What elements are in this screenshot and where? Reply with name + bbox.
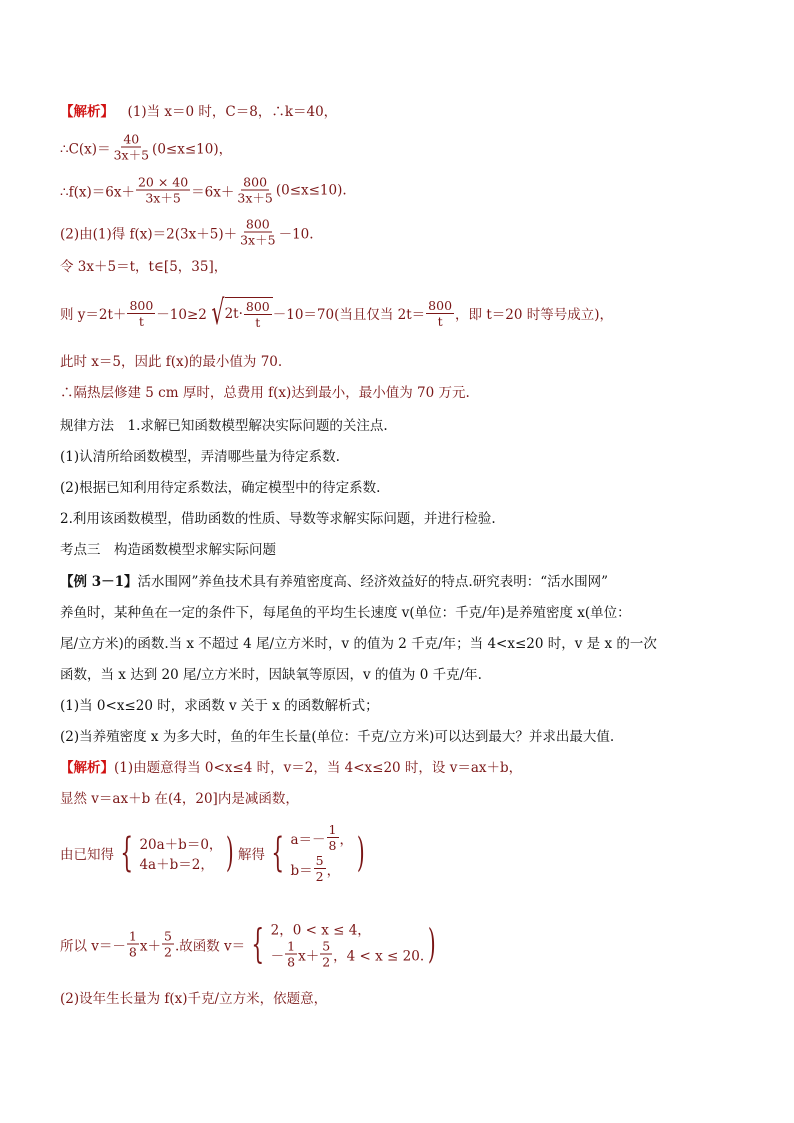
numerator: 800: [245, 216, 270, 232]
text-run: 2.利用该函数模型，借助函数的性质、导数等求解实际问题，并进行检验.: [60, 511, 496, 527]
text-line: [60, 694, 379, 714]
text-run: ，: [326, 862, 341, 879]
numerator: 5: [164, 928, 172, 944]
numerator: 5: [322, 938, 331, 954]
text-line: [60, 255, 227, 275]
fraction: [127, 929, 139, 960]
system-row: [139, 853, 222, 873]
text-run: b＝: [290, 862, 313, 879]
text-line: [60, 570, 608, 590]
text-run: x＋: [139, 938, 161, 954]
denominator: 2: [322, 954, 331, 970]
answer-label: 【解析】: [60, 104, 114, 120]
denominator: 8: [128, 944, 137, 960]
text-run: 20a＋b＝0，: [139, 837, 223, 853]
text-line: [60, 445, 340, 465]
equation-system: [245, 919, 440, 970]
text-run: 2t·: [224, 306, 243, 322]
text-run: 显然 v＝ax＋b 在(4，20]内是减函数，: [60, 791, 299, 807]
text-run: (2)由(1)得 f(x)＝2(3x＋5)＋: [60, 226, 238, 242]
fraction: [285, 939, 297, 970]
radicand: [225, 297, 273, 330]
text-line: [60, 100, 337, 120]
text-run: 函数，当 x 达到 20 尾/立方米时，因缺氧等原因，v 的值为 0 千克/年.: [60, 667, 482, 683]
text-line: [60, 414, 388, 434]
fraction: [320, 939, 332, 970]
text-run: －10＝70(当且仅当 2t＝: [272, 307, 426, 323]
denominator: 8: [328, 838, 337, 853]
text-line: [60, 756, 522, 776]
text-run: 则 y＝2t＋: [60, 307, 127, 323]
fraction: [238, 217, 277, 248]
denominator: 8: [287, 954, 296, 970]
text-run: ∴隔热层修建 5 cm 厚时，总费用 f(x)达到最小，最小值为 70 万元.: [60, 385, 470, 401]
text-run: －10.: [278, 226, 314, 242]
text-line: [60, 601, 631, 621]
text-run: 4a＋b＝2，: [139, 857, 214, 873]
denominator: 2: [164, 944, 172, 960]
fraction: [235, 175, 274, 206]
text-run: 规律方法 1.求解已知函数模型解决实际问题的关注点.: [60, 418, 388, 434]
text-run: (2)根据已知利用待定系数法，确定模型中的待定系数.: [60, 480, 381, 496]
denominator: t: [437, 313, 443, 329]
equation-system: [265, 822, 369, 884]
square-root: [207, 293, 273, 333]
denominator: 3x＋5: [113, 147, 150, 163]
system-row: [139, 833, 222, 853]
text-line: [60, 632, 657, 652]
text-run: 养鱼时，某种鱼在一定的条件下，每尾鱼的平均生长速度 v(单位：千克/年)是养殖密度 x(单位：: [60, 605, 631, 621]
system-rows: [271, 919, 425, 970]
text-line: [60, 507, 496, 527]
text-line: [60, 725, 614, 745]
text-line: [60, 822, 369, 884]
right-paren-icon: ): [226, 830, 235, 876]
text-run: (2)当养殖密度 x 为多大时，鱼的年生长量(单位：千克/立方米)可以达到最大？并求出最大值.: [60, 729, 615, 745]
denominator: 3x＋5: [237, 190, 273, 206]
numerator: 800: [428, 297, 453, 313]
text-run: 活水围网”养鱼技术具有养殖密度高、经济效益好的特点.研究表明：“活水围网”: [137, 574, 608, 590]
text-run: 尾/立方米)的函数.当 x 不超过 4 尾/立方米时，v 的值为 2 千克/年；当 4<x≤20 时，v 是 x 的一次: [60, 636, 657, 652]
text-run: 2，0 < x ≤ 4，: [270, 922, 371, 939]
text-run: a＝－: [290, 831, 326, 848]
fraction: [327, 822, 339, 853]
text-run: ，: [339, 831, 353, 848]
left-brace-icon: {: [271, 830, 285, 876]
text-run: 此时 x＝5，因此 f(x)的最小值为 70.: [60, 354, 283, 370]
left-brace-icon: {: [120, 830, 134, 876]
fraction: [244, 299, 272, 330]
numerator: 1: [128, 928, 137, 944]
text-run: 考点三 构造函数模型求解实际问题: [60, 542, 276, 558]
system-row: [290, 822, 353, 853]
text-run: ，即 t＝20 时等号成立)，: [455, 307, 613, 323]
text-run: 所以 v＝－: [60, 938, 126, 954]
text-run: (0≤x≤10)，: [152, 141, 233, 157]
fraction: [112, 132, 151, 163]
fraction: [127, 298, 155, 329]
numerator: 800: [129, 297, 154, 313]
text-line: [60, 919, 440, 970]
denominator: t: [138, 313, 144, 329]
system-row: [271, 919, 425, 939]
text-run: ∴C(x)＝: [60, 141, 111, 157]
numerator: 20 × 40: [137, 174, 189, 190]
text-run: 解得: [238, 847, 266, 863]
text-run: (1)认清所给函数模型，弄清哪些量为待定系数.: [60, 449, 340, 465]
system-rows: [290, 822, 353, 884]
denominator: 2: [315, 869, 324, 884]
system-row: [290, 853, 353, 884]
radical-sign-icon: √: [211, 293, 225, 333]
text-run: (0≤x≤10).: [275, 182, 347, 198]
text-run: (1)当 0<x≤20 时，求函数 v 关于 x 的函数解析式；: [60, 698, 379, 714]
text-run: 令 3x＋5＝t，t∈[5，35]，: [60, 259, 228, 275]
denominator: t: [255, 314, 261, 330]
numerator: 800: [243, 174, 268, 190]
numerator: 1: [287, 938, 296, 954]
fraction: [426, 298, 454, 329]
numerator: 800: [245, 298, 270, 314]
text-run: －: [270, 948, 285, 964]
right-paren-icon: ): [356, 830, 365, 876]
numerator: 1: [328, 822, 337, 837]
text-line: [60, 293, 613, 333]
fraction: [136, 175, 190, 206]
denominator: 3x＋5: [145, 190, 181, 206]
text-line: [60, 663, 482, 683]
text-line: [60, 350, 282, 370]
left-brace-icon: {: [251, 921, 265, 967]
equation-system: [114, 830, 238, 876]
text-run: ，4 < x ≤ 20.: [333, 948, 425, 964]
text-line: [60, 217, 314, 248]
system-rows: [139, 833, 222, 873]
text-run: x＋: [298, 948, 320, 964]
example-label: 【例 3－1】: [60, 574, 138, 590]
right-paren-icon: ): [428, 921, 436, 967]
text-run: －10≥2: [156, 307, 207, 323]
text-run: (1)由题意得当 0<x≤4 时，v＝2，当 4<x≤20 时，设 v＝ax＋b，: [114, 760, 523, 776]
fraction: [162, 929, 174, 960]
text-line: [60, 787, 299, 807]
text-line: [60, 175, 347, 206]
answer-label: 【解析】: [60, 760, 114, 776]
denominator: 3x＋5: [240, 232, 276, 248]
text-line: [60, 476, 380, 496]
text-line: [60, 538, 276, 558]
text-line: [60, 381, 470, 401]
fraction: [314, 853, 326, 884]
text-run: (2)设年生长量为 f(x)千克/立方米，依题意，: [60, 991, 328, 1007]
text-run: (1)当 x＝0 时，C＝8，∴k＝40，: [114, 104, 338, 120]
numerator: 40: [123, 131, 140, 147]
text-run: 由已知得: [60, 847, 114, 863]
text-run: ∴f(x)＝6x＋: [60, 184, 135, 200]
system-row: [271, 939, 425, 970]
numerator: 5: [315, 853, 324, 868]
text-run: ＝6x＋: [191, 184, 235, 200]
text-line: [60, 987, 327, 1007]
text-run: .故函数 v＝: [174, 938, 246, 954]
text-line: [60, 132, 232, 163]
